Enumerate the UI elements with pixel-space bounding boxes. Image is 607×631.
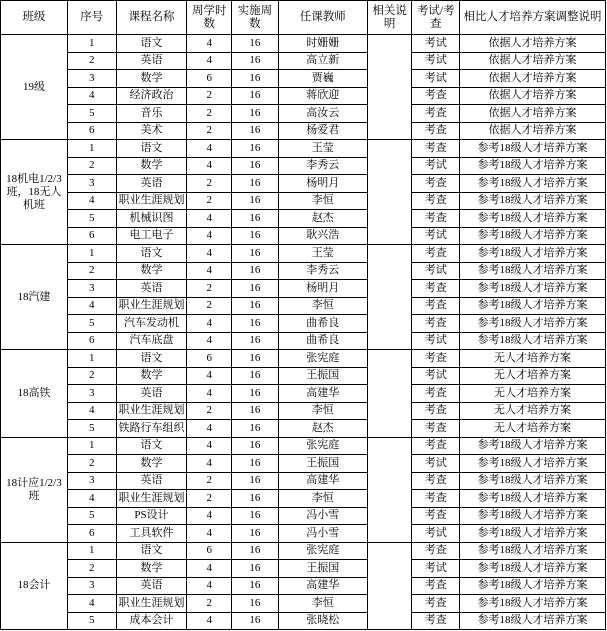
adjustment-cell: 依据人才培养方案: [460, 52, 606, 70]
weeks-cell: 16: [232, 385, 279, 403]
teacher-cell: 高建华: [278, 385, 367, 403]
adjustment-cell: 参考18级人才培养方案: [460, 455, 606, 473]
teacher-cell: 杨爱君: [278, 122, 367, 140]
exam-type-cell: 考查: [412, 507, 460, 525]
adjustment-cell: 无人才培养方案: [460, 367, 606, 385]
exam-type-cell: 考试: [412, 227, 460, 245]
row-number-cell: 3: [67, 472, 116, 490]
table-row: [1, 612, 606, 630]
course-name-cell: 经济政治: [116, 87, 187, 105]
row-number-cell: 6: [67, 525, 116, 543]
table-row: [1, 332, 606, 350]
exam-type-cell: 考查: [412, 595, 460, 613]
course-name-cell: 语文: [116, 437, 187, 455]
weekly-hours-cell: 4: [187, 245, 232, 263]
weekly-hours-cell: 4: [187, 507, 232, 525]
course-name-cell: 数学: [116, 455, 187, 473]
exam-type-cell: 考查: [412, 612, 460, 630]
row-number-cell: 6: [67, 332, 116, 350]
course-name-cell: 英语: [116, 280, 187, 298]
exam-type-cell: 考查: [412, 490, 460, 508]
weeks-cell: 16: [232, 332, 279, 350]
row-number-cell: 5: [67, 612, 116, 630]
table-row: [1, 52, 606, 70]
exam-type-cell: 考查: [412, 315, 460, 333]
adjustment-cell: 参考18级人才培养方案: [460, 297, 606, 315]
weeks-cell: 16: [232, 472, 279, 490]
adjustment-cell: 无人才培养方案: [460, 402, 606, 420]
row-number-cell: 4: [67, 297, 116, 315]
class-name-cell: 19级: [1, 35, 68, 140]
adjustment-cell: 参考18级人才培养方案: [460, 227, 606, 245]
course-name-cell: PS设计: [116, 507, 187, 525]
exam-type-cell: 考试: [412, 560, 460, 578]
exam-type-cell: 考试: [412, 455, 460, 473]
weekly-hours-cell: 4: [187, 52, 232, 70]
teacher-cell: 王莹: [278, 245, 367, 263]
teacher-cell: 高建华: [278, 472, 367, 490]
teacher-cell: 冯小雪: [278, 507, 367, 525]
table-row: [1, 420, 606, 438]
adjustment-cell: 参考18级人才培养方案: [460, 612, 606, 630]
weekly-hours-cell: 2: [187, 192, 232, 210]
weeks-cell: 16: [232, 70, 279, 88]
exam-type-cell: 考查: [412, 245, 460, 263]
table-row: [1, 472, 606, 490]
adjustment-cell: 参考18级人才培养方案: [460, 525, 606, 543]
course-name-cell: 职业生涯规划: [116, 490, 187, 508]
table-row: [1, 175, 606, 193]
teacher-cell: 王振国: [278, 455, 367, 473]
weeks-cell: 16: [232, 210, 279, 228]
weekly-hours-cell: 4: [187, 35, 232, 53]
weekly-hours-cell: 4: [187, 157, 232, 175]
row-number-cell: 5: [67, 315, 116, 333]
adjustment-cell: 依据人才培养方案: [460, 87, 606, 105]
weeks-cell: 16: [232, 105, 279, 123]
weekly-hours-cell: 4: [187, 525, 232, 543]
teacher-cell: 李恒: [278, 595, 367, 613]
exam-type-cell: 考查: [412, 437, 460, 455]
row-number-cell: 3: [67, 385, 116, 403]
weekly-hours-cell: 2: [187, 122, 232, 140]
exam-type-cell: 考查: [412, 297, 460, 315]
course-name-cell: 职业生涯规划: [116, 192, 187, 210]
weekly-hours-cell: 6: [187, 70, 232, 88]
table-row: [1, 385, 606, 403]
adjustment-cell: 参考18级人才培养方案: [460, 595, 606, 613]
row-number-cell: 1: [67, 437, 116, 455]
related-note-cell: [367, 35, 412, 140]
course-name-cell: 电工电子: [116, 227, 187, 245]
row-number-cell: 4: [67, 192, 116, 210]
teacher-cell: 王莹: [278, 140, 367, 158]
teacher-cell: 时姗姗: [278, 35, 367, 53]
weeks-cell: 16: [232, 245, 279, 263]
row-number-cell: 2: [67, 157, 116, 175]
weekly-hours-cell: 4: [187, 577, 232, 595]
table-row: [1, 577, 606, 595]
exam-type-cell: 考查: [412, 542, 460, 560]
teacher-cell: 李恒: [278, 192, 367, 210]
weeks-cell: 16: [232, 280, 279, 298]
row-number-cell: 4: [67, 402, 116, 420]
table-row: [1, 595, 606, 613]
adjustment-cell: 参考18级人才培养方案: [460, 577, 606, 595]
weekly-hours-cell: 2: [187, 280, 232, 298]
weekly-hours-cell: 2: [187, 490, 232, 508]
table-row: [1, 455, 606, 473]
course-name-cell: 英语: [116, 472, 187, 490]
course-name-cell: 职业生涯规划: [116, 402, 187, 420]
row-number-cell: 5: [67, 507, 116, 525]
header-row: [1, 1, 606, 35]
adjustment-cell: 参考18级人才培养方案: [460, 490, 606, 508]
course-name-cell: 语文: [116, 140, 187, 158]
related-note-cell: [367, 245, 412, 350]
weeks-cell: 16: [232, 140, 279, 158]
weeks-cell: 16: [232, 262, 279, 280]
row-number-cell: 6: [67, 227, 116, 245]
exam-type-cell: 考查: [412, 140, 460, 158]
weeks-cell: 16: [232, 35, 279, 53]
weekly-hours-cell: 4: [187, 560, 232, 578]
teacher-cell: 高建华: [278, 577, 367, 595]
row-number-cell: 3: [67, 280, 116, 298]
weeks-cell: 16: [232, 542, 279, 560]
exam-type-cell: 考查: [412, 385, 460, 403]
weekly-hours-cell: 2: [187, 472, 232, 490]
row-number-cell: 3: [67, 70, 116, 88]
row-number-cell: 3: [67, 175, 116, 193]
exam-type-cell: 考查: [412, 192, 460, 210]
header-col-course: 课程名称: [116, 1, 187, 35]
table-row: [1, 35, 606, 53]
exam-type-cell: 考查: [412, 577, 460, 595]
table-row: [1, 367, 606, 385]
table-row: [1, 210, 606, 228]
course-name-cell: 数学: [116, 70, 187, 88]
table-row: [1, 245, 606, 263]
teacher-cell: 赵杰: [278, 210, 367, 228]
course-name-cell: 数学: [116, 367, 187, 385]
weeks-cell: 16: [232, 437, 279, 455]
adjustment-cell: 依据人才培养方案: [460, 70, 606, 88]
course-name-cell: 英语: [116, 385, 187, 403]
row-number-cell: 5: [67, 210, 116, 228]
course-name-cell: 美术: [116, 122, 187, 140]
adjustment-cell: 参考18级人才培养方案: [460, 192, 606, 210]
header-col-teacher: 任课教师: [278, 1, 367, 35]
teacher-cell: 曲希良: [278, 332, 367, 350]
header-col-adjust: 相比人才培养方案调整说明: [460, 1, 606, 35]
course-name-cell: 工具软件: [116, 525, 187, 543]
teacher-cell: 蒋欣迎: [278, 87, 367, 105]
teacher-cell: 耿兴浩: [278, 227, 367, 245]
weeks-cell: 16: [232, 402, 279, 420]
exam-type-cell: 考试: [412, 262, 460, 280]
weekly-hours-cell: 2: [187, 175, 232, 193]
teacher-cell: 李恒: [278, 490, 367, 508]
table-row: [1, 280, 606, 298]
weekly-hours-cell: 2: [187, 595, 232, 613]
weeks-cell: 16: [232, 315, 279, 333]
course-name-cell: 汽车发动机: [116, 315, 187, 333]
weeks-cell: 16: [232, 350, 279, 368]
adjustment-cell: 参考18级人才培养方案: [460, 280, 606, 298]
adjustment-cell: 参考18级人才培养方案: [460, 210, 606, 228]
header-col-class: 班级: [1, 1, 68, 35]
row-number-cell: 3: [67, 577, 116, 595]
table-row: [1, 437, 606, 455]
exam-type-cell: 考查: [412, 122, 460, 140]
weeks-cell: 16: [232, 612, 279, 630]
table-row: [1, 87, 606, 105]
adjustment-cell: 参考18级人才培养方案: [460, 560, 606, 578]
weeks-cell: 16: [232, 577, 279, 595]
weekly-hours-cell: 2: [187, 402, 232, 420]
table-row: [1, 140, 606, 158]
weeks-cell: 16: [232, 297, 279, 315]
course-name-cell: 职业生涯规划: [116, 297, 187, 315]
exam-type-cell: 考查: [412, 87, 460, 105]
course-name-cell: 语文: [116, 542, 187, 560]
course-name-cell: 职业生涯规划: [116, 595, 187, 613]
table-row: [1, 157, 606, 175]
weekly-hours-cell: 4: [187, 332, 232, 350]
weekly-hours-cell: 6: [187, 350, 232, 368]
exam-type-cell: 考查: [412, 472, 460, 490]
course-name-cell: 数学: [116, 262, 187, 280]
exam-type-cell: 考查: [412, 210, 460, 228]
weekly-hours-cell: 4: [187, 315, 232, 333]
row-number-cell: 2: [67, 262, 116, 280]
header-col-no: 序号: [67, 1, 116, 35]
header-col-note: 相关说明: [367, 1, 412, 35]
row-number-cell: 2: [67, 455, 116, 473]
weeks-cell: 16: [232, 455, 279, 473]
adjustment-cell: 参考18级人才培养方案: [460, 437, 606, 455]
course-name-cell: 英语: [116, 577, 187, 595]
course-name-cell: 语文: [116, 35, 187, 53]
weekly-hours-cell: 6: [187, 542, 232, 560]
adjustment-cell: 参考18级人才培养方案: [460, 245, 606, 263]
row-number-cell: 2: [67, 52, 116, 70]
exam-type-cell: 考查: [412, 350, 460, 368]
exam-type-cell: 考试: [412, 35, 460, 53]
table-row: [1, 560, 606, 578]
adjustment-cell: 依据人才培养方案: [460, 105, 606, 123]
weeks-cell: 16: [232, 420, 279, 438]
adjustment-cell: 参考18级人才培养方案: [460, 140, 606, 158]
table-row: [1, 507, 606, 525]
adjustment-cell: 依据人才培养方案: [460, 122, 606, 140]
exam-type-cell: 考试: [412, 52, 460, 70]
teacher-cell: 高立新: [278, 52, 367, 70]
weeks-cell: 16: [232, 595, 279, 613]
table-row: [1, 227, 606, 245]
table-row: [1, 402, 606, 420]
weeks-cell: 16: [232, 227, 279, 245]
table-row: [1, 70, 606, 88]
course-name-cell: 成本会计: [116, 612, 187, 630]
related-note-cell: [367, 350, 412, 438]
exam-type-cell: 考查: [412, 105, 460, 123]
weeks-cell: 16: [232, 175, 279, 193]
exam-type-cell: 考查: [412, 402, 460, 420]
weeks-cell: 16: [232, 157, 279, 175]
weekly-hours-cell: 4: [187, 262, 232, 280]
adjustment-cell: 依据人才培养方案: [460, 35, 606, 53]
row-number-cell: 5: [67, 105, 116, 123]
course-name-cell: 数学: [116, 157, 187, 175]
exam-type-cell: 考试: [412, 332, 460, 350]
exam-type-cell: 考查: [412, 420, 460, 438]
weekly-hours-cell: 4: [187, 227, 232, 245]
course-name-cell: 铁路行车组织: [116, 420, 187, 438]
weekly-hours-cell: 4: [187, 210, 232, 228]
weekly-hours-cell: 4: [187, 437, 232, 455]
weekly-hours-cell: 4: [187, 612, 232, 630]
exam-type-cell: 考试: [412, 525, 460, 543]
table-row: [1, 105, 606, 123]
table-row: [1, 192, 606, 210]
course-name-cell: 音乐: [116, 105, 187, 123]
table-row: [1, 262, 606, 280]
weeks-cell: 16: [232, 490, 279, 508]
row-number-cell: 4: [67, 87, 116, 105]
teacher-cell: 冯小雪: [278, 525, 367, 543]
class-name-cell: 18计应1/2/3班: [1, 437, 68, 542]
course-name-cell: 数学: [116, 560, 187, 578]
adjustment-cell: 参考18级人才培养方案: [460, 472, 606, 490]
table-row: [1, 315, 606, 333]
weekly-hours-cell: 4: [187, 385, 232, 403]
exam-type-cell: 考查: [412, 175, 460, 193]
related-note-cell: [367, 542, 412, 630]
weeks-cell: 16: [232, 52, 279, 70]
weeks-cell: 16: [232, 122, 279, 140]
exam-type-cell: 考试: [412, 70, 460, 88]
teacher-cell: 李恒: [278, 402, 367, 420]
exam-type-cell: 考查: [412, 280, 460, 298]
course-name-cell: 英语: [116, 175, 187, 193]
adjustment-cell: 参考18级人才培养方案: [460, 175, 606, 193]
teacher-cell: 杨明月: [278, 280, 367, 298]
table-row: [1, 350, 606, 368]
teacher-cell: 王振国: [278, 560, 367, 578]
header-col-weeks: 实施周数: [232, 1, 279, 35]
exam-type-cell: 考试: [412, 157, 460, 175]
teacher-cell: 张晓松: [278, 612, 367, 630]
weeks-cell: 16: [232, 560, 279, 578]
weeks-cell: 16: [232, 507, 279, 525]
teacher-cell: 李恒: [278, 297, 367, 315]
weeks-cell: 16: [232, 367, 279, 385]
teacher-cell: 张宪庭: [278, 350, 367, 368]
teacher-cell: 李秀云: [278, 262, 367, 280]
teacher-cell: 赵杰: [278, 420, 367, 438]
row-number-cell: 1: [67, 140, 116, 158]
adjustment-cell: 无人才培养方案: [460, 420, 606, 438]
row-number-cell: 1: [67, 542, 116, 560]
adjustment-cell: 无人才培养方案: [460, 350, 606, 368]
class-name-cell: 18汽建: [1, 245, 68, 350]
table-row: [1, 122, 606, 140]
class-name-cell: 18会计: [1, 542, 68, 630]
teacher-cell: 贾巍: [278, 70, 367, 88]
row-number-cell: 6: [67, 122, 116, 140]
adjustment-cell: 参考18级人才培养方案: [460, 542, 606, 560]
table-row: [1, 490, 606, 508]
row-number-cell: 2: [67, 560, 116, 578]
teacher-cell: 杨明月: [278, 175, 367, 193]
course-name-cell: 语文: [116, 245, 187, 263]
row-number-cell: 1: [67, 35, 116, 53]
weekly-hours-cell: 2: [187, 87, 232, 105]
row-number-cell: 5: [67, 420, 116, 438]
header-col-hours: 周学时数: [187, 1, 232, 35]
class-name-cell: 18机电1/2/3班，18无人机班: [1, 140, 68, 245]
row-number-cell: 4: [67, 595, 116, 613]
table-row: [1, 525, 606, 543]
table-row: [1, 297, 606, 315]
weeks-cell: 16: [232, 87, 279, 105]
weekly-hours-cell: 4: [187, 420, 232, 438]
adjustment-cell: 参考18级人才培养方案: [460, 315, 606, 333]
weeks-cell: 16: [232, 525, 279, 543]
adjustment-cell: 参考18级人才培养方案: [460, 332, 606, 350]
adjustment-cell: 参考18级人才培养方案: [460, 157, 606, 175]
weekly-hours-cell: 2: [187, 105, 232, 123]
adjustment-cell: 参考18级人才培养方案: [460, 507, 606, 525]
weekly-hours-cell: 2: [187, 297, 232, 315]
table-body: [1, 35, 606, 630]
table-header: [1, 1, 606, 35]
teacher-cell: 张宪庭: [278, 542, 367, 560]
related-note-cell: [367, 140, 412, 245]
course-name-cell: 汽车底盘: [116, 332, 187, 350]
teacher-cell: 曲希良: [278, 315, 367, 333]
row-number-cell: 1: [67, 245, 116, 263]
weekly-hours-cell: 4: [187, 455, 232, 473]
row-number-cell: 4: [67, 490, 116, 508]
weeks-cell: 16: [232, 192, 279, 210]
adjustment-cell: 参考18级人才培养方案: [460, 262, 606, 280]
related-note-cell: [367, 437, 412, 542]
course-name-cell: 英语: [116, 52, 187, 70]
table-row: [1, 542, 606, 560]
exam-type-cell: 考试: [412, 367, 460, 385]
weekly-hours-cell: 4: [187, 367, 232, 385]
row-number-cell: 2: [67, 367, 116, 385]
teacher-cell: 张宪庭: [278, 437, 367, 455]
teacher-cell: 李秀云: [278, 157, 367, 175]
teacher-cell: 王振国: [278, 367, 367, 385]
class-name-cell: 18高铁: [1, 350, 68, 438]
course-name-cell: 机械识图: [116, 210, 187, 228]
header-col-exam: 考试/考查: [412, 1, 460, 35]
row-number-cell: 1: [67, 350, 116, 368]
weekly-hours-cell: 4: [187, 140, 232, 158]
teacher-cell: 高汝云: [278, 105, 367, 123]
course-name-cell: 语文: [116, 350, 187, 368]
adjustment-cell: 无人才培养方案: [460, 385, 606, 403]
